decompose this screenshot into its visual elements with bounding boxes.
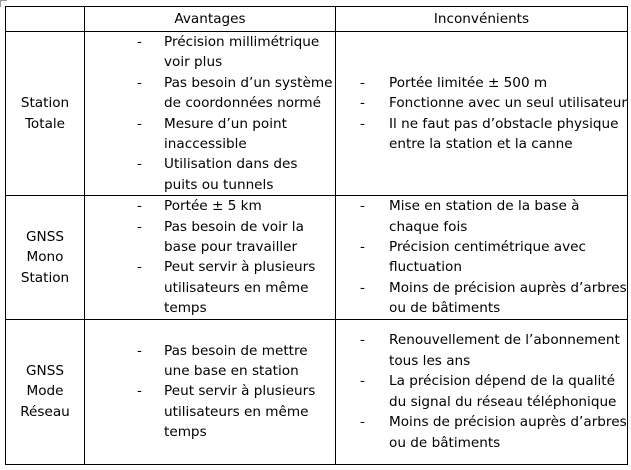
- inconvenients-cell: [336, 196, 628, 319]
- table-row: [6, 32, 628, 196]
- table-row: [6, 196, 628, 319]
- row-label-text: Station Totale: [20, 95, 70, 132]
- list-item: - Utilisation dans des puits ou tunnels: [85, 154, 335, 195]
- list-item: - Portée ± 5 km: [85, 196, 335, 216]
- list-item: - Peut servir à plusieurs utilisateurs en même temps: [85, 257, 335, 318]
- header-empty: [6, 7, 85, 32]
- row-label-text: GNSS Mono Station: [20, 228, 70, 286]
- inconvenients-cell: [336, 319, 628, 464]
- header-row: [6, 7, 628, 32]
- list-item: - La précision dépend de la qualité du signal du réseau téléphonique: [336, 371, 627, 412]
- list-item: - Portée limitée ± 500 m: [336, 73, 627, 93]
- header-avantages: Avantages: [85, 7, 336, 32]
- list-item: - Moins de précision auprès d’arbres ou de bâtiments: [336, 278, 627, 319]
- row-label-gnss-mono-station: [6, 196, 85, 319]
- header-inconvenients: Inconvénients: [336, 7, 628, 32]
- avantages-list: [85, 341, 335, 443]
- list-item: - Il ne faut pas d’obstacle physique entre la station et la canne: [336, 114, 627, 155]
- inconvenients-list: [336, 330, 627, 452]
- list-item: - Fonctionne avec un seul utilisateur: [336, 93, 627, 113]
- list-item: - Pas besoin de voir la base pour travailler: [85, 217, 335, 258]
- inconvenients-cell: [336, 32, 628, 196]
- list-item: - Précision centimétrique avec fluctuation: [336, 237, 627, 278]
- inconvenients-list: [336, 196, 627, 318]
- list-item: - Précision millimétrique voir plus: [85, 32, 335, 73]
- avantages-cell: [85, 32, 336, 196]
- list-item: - Peut servir à plusieurs utilisateurs en même temps: [85, 381, 335, 442]
- list-item: - Pas besoin d’un système de coordonnées normé: [85, 73, 335, 114]
- row-label-gnss-mode-reseau: [6, 319, 85, 464]
- avantages-list: [85, 196, 335, 318]
- row-label-station-totale: [6, 32, 85, 196]
- avantages-cell: [85, 196, 336, 319]
- avantages-list: [85, 32, 335, 195]
- row-label-text: GNSS Mode Réseau: [20, 363, 70, 420]
- list-item: - Mise en station de la base à chaque fois: [336, 196, 627, 237]
- list-item: - Renouvellement de l’abonnement tous les ans: [336, 330, 627, 371]
- list-item: - Pas besoin de mettre une base en station: [85, 341, 335, 382]
- inconvenients-list: [336, 73, 627, 155]
- comparison-table: [5, 6, 628, 465]
- list-item: - Mesure d’un point inaccessible: [85, 114, 335, 155]
- table-row: [6, 319, 628, 464]
- avantages-cell: [85, 319, 336, 464]
- list-item: - Moins de précision auprès d’arbres ou de bâtiments: [336, 412, 627, 453]
